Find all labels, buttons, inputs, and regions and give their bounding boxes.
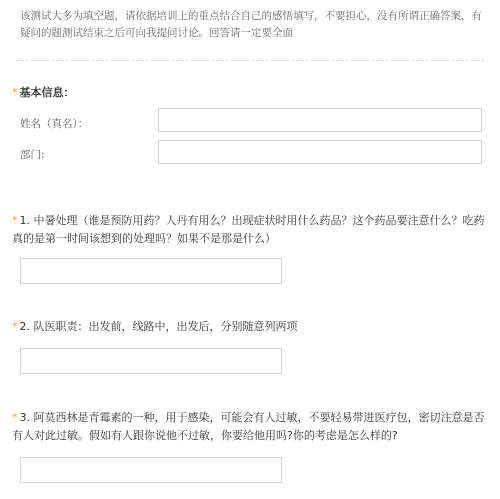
question-2-answer-input[interactable] <box>20 348 282 374</box>
question-2-text: 2. 队医职责：出发前，线路中，出发后，分别随意列两项 <box>19 320 298 333</box>
required-mark: * <box>12 214 18 227</box>
name-label: 姓名（真名）： <box>20 118 89 130</box>
department-input[interactable] <box>158 140 482 164</box>
question-3-text: 3. 阿莫西林是青霉素的一种，用于感染，可能会有人过敏，不要轻易带进医疗包，密切注意是否有人对此过敏。假如有人跟你说他不过敏，你要给他用吗?你的考虑是怎么样的? <box>12 411 485 442</box>
question-3-answer-input[interactable] <box>20 457 282 483</box>
survey-intro: 该测试大多为填空题，请依据培训上的重点结合自己的感悟填写，不要担心，没有所谓正确答案，有疑问的题测试结束之后可向我提问讨论。回答请一定要全面 <box>20 10 482 39</box>
question-3 <box>12 409 486 445</box>
basic-info-title <box>12 84 75 100</box>
section-divider <box>16 60 484 61</box>
question-1-answer-input[interactable] <box>20 258 282 284</box>
department-label: 部门: <box>20 149 45 161</box>
question-2 <box>12 318 486 336</box>
question-1 <box>12 212 486 248</box>
basic-info-title-text: 基本信息： <box>19 86 75 99</box>
required-mark: * <box>12 320 18 333</box>
question-1-text: 1. 中暑处理（谁是预防用药？人丹有用么？出现症状时用什么药品？这个药品要注意什么？吃药真的是第一时间该想到的处理吗？如果不是那是什么） <box>12 214 485 245</box>
required-mark: * <box>12 86 18 99</box>
name-input[interactable] <box>158 108 482 132</box>
required-mark: * <box>12 411 18 424</box>
